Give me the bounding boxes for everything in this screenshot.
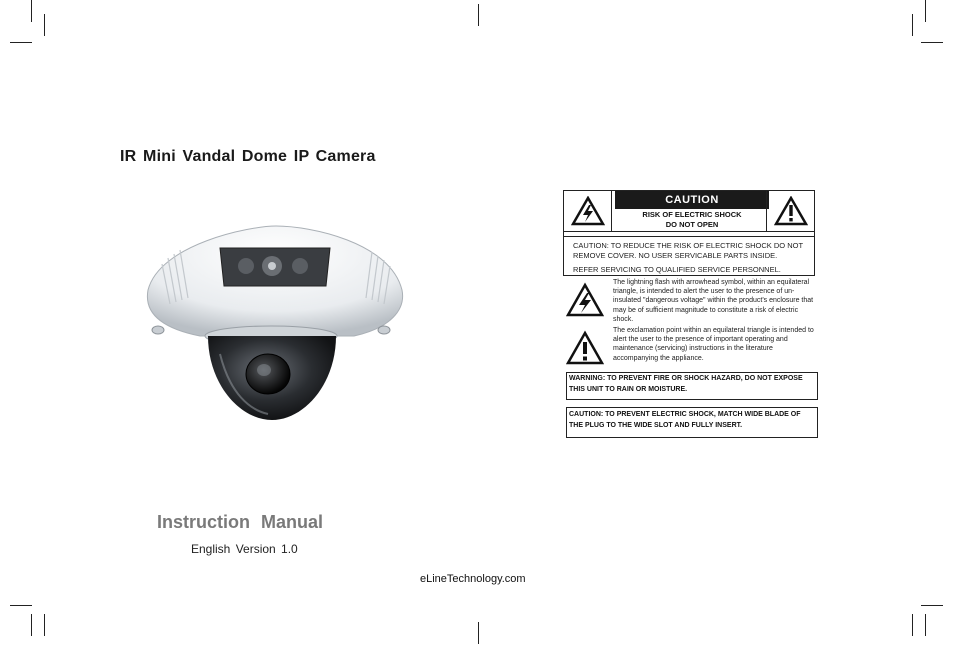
crop-mark — [921, 42, 943, 43]
crop-mark — [925, 614, 926, 636]
caution-left-icon-cell — [564, 191, 612, 231]
crop-mark — [10, 605, 32, 606]
crop-mark — [912, 614, 913, 636]
caution-right-icon-cell — [766, 191, 814, 231]
crop-mark — [31, 0, 32, 22]
exclamation-warning-icon — [774, 196, 808, 226]
crop-mark — [44, 14, 45, 36]
exclamation-symbol-text: The exclamation point within an equilateral triangle is intended to alert the user to the presence of important operating and maintenance (servicing) instructions in the literature accompanying the appliance. — [613, 327, 814, 362]
caution-header: CAUTION — [615, 191, 769, 209]
caution-divider — [564, 231, 814, 232]
crop-mark — [478, 4, 479, 26]
crop-mark — [921, 605, 943, 606]
version-label: English Version 1.0 — [191, 542, 298, 556]
caution-subheader — [615, 210, 769, 230]
crop-mark — [478, 622, 479, 644]
product-title: IR Mini Vandal Dome IP Camera — [120, 148, 376, 165]
caution-text: CAUTION: TO REDUCE THE RISK OF ELECTRIC SHOCK DO NOT REMOVE COVER. NO USER SERVICABLE PARTS INSIDE. — [573, 241, 803, 260]
dome-camera-image — [140, 224, 406, 434]
exclamation-warning-icon — [566, 330, 604, 366]
caution-service-text: REFER SERVICING TO QUALIFIED SERVICE PERSONNEL. — [573, 265, 781, 274]
lightning-warning-icon — [571, 196, 605, 226]
website-label: eLineTechnology.com — [420, 573, 526, 585]
crop-mark — [44, 614, 45, 636]
crop-mark — [31, 614, 32, 636]
caution-sub-line2: DO NOT OPEN — [665, 220, 719, 229]
crop-mark — [10, 42, 32, 43]
crop-mark — [925, 0, 926, 22]
lightning-symbol-text: The lightning flash with arrowhead symbol, within an equilateral triangle, is intended to alert the user to the presence of un-insulated "dangerous voltage" within the product's enclosure that may be of sufficient magnitude to constitute a risk of electric shock. — [613, 279, 814, 323]
caution-divider — [564, 236, 814, 237]
caution-plug-box: CAUTION: TO PREVENT ELECTRIC SHOCK, MATCH WIDE BLADE OF THE PLUG TO THE WIDE SLOT AND FULLY INSERT. — [566, 407, 818, 438]
warning-box: WARNING: TO PREVENT FIRE OR SHOCK HAZARD, DO NOT EXPOSE THIS UNIT TO RAIN OR MOISTURE. — [566, 372, 818, 400]
crop-mark — [912, 14, 913, 36]
caution-box — [563, 190, 815, 276]
lightning-warning-icon — [566, 282, 604, 318]
caution-sub-line1: RISK OF ELECTRIC SHOCK — [642, 210, 742, 219]
manual-title: Instruction Manual — [157, 512, 324, 532]
